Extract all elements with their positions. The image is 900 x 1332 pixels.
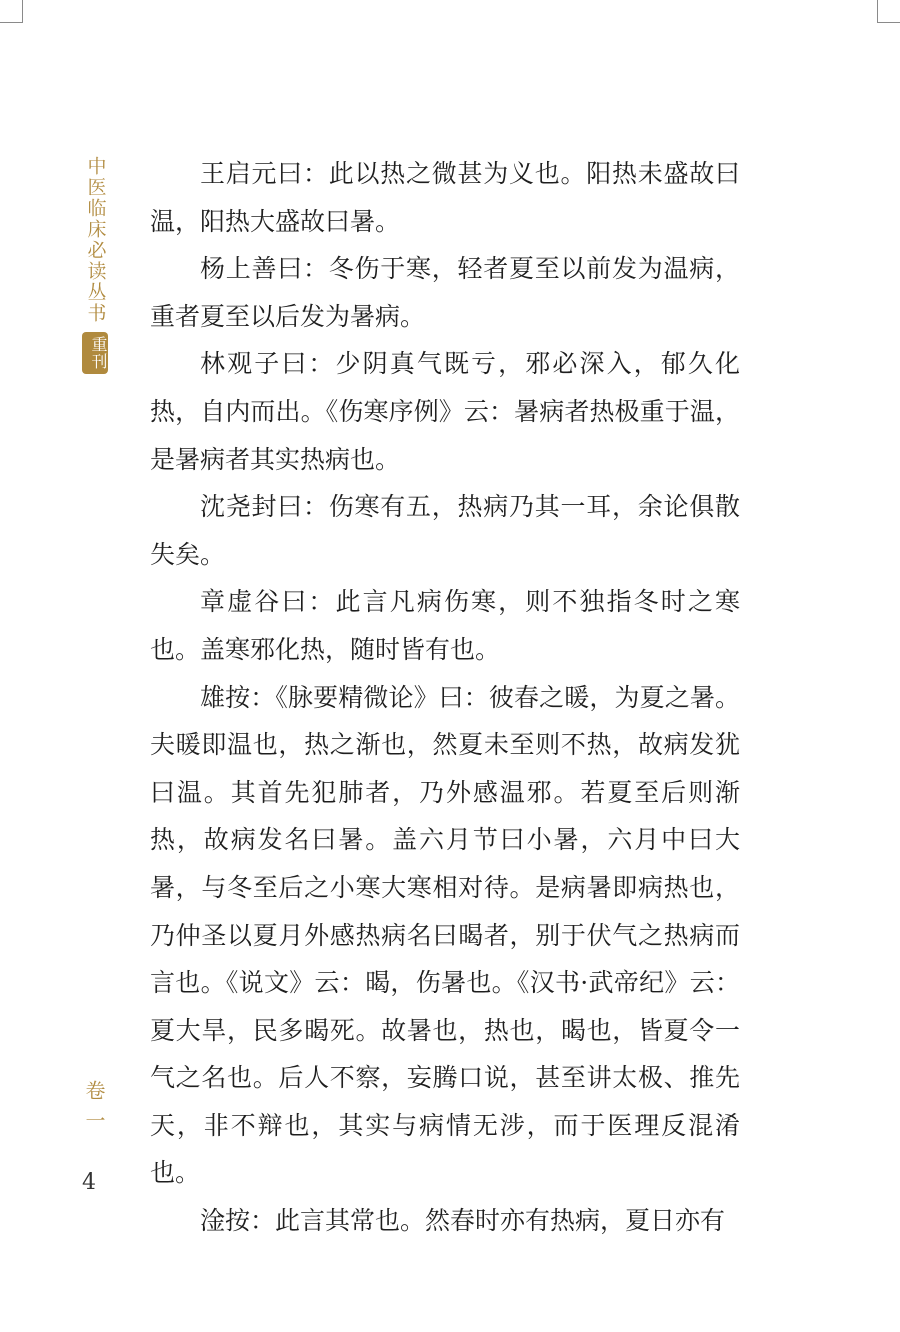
paragraph: 章虚谷曰：此言凡病伤寒，则不独指冬时之寒也。盖寒邪化热，随时皆有也。 bbox=[150, 587, 740, 664]
paragraph: 雄按：《脉要精微论》曰：彼春之暖，为夏之暑。夫暖即温也，热之渐也，然夏未至则不热，故病发犹曰温。其首先犯肺者，乃外感温邪。若夏至后则渐热，故病发名曰暑。盖六月节曰小暑，六月中曰大暑，与冬至后之小寒大寒相对待。是病暑即病热也，乃仲圣以夏月外感热病名曰暍者，别于伏气之热病而言也。《说文》云：暍，伤暑也。《汉书·武帝纪》云：夏大旱，民多暍死。故暑也，热也，暍也，皆夏令一气之名也。后人不察，妄腾口说，甚至讲太极、推先天，非不辩也，其实与病情无涉，而于医理反混淆也。 bbox=[150, 682, 740, 1188]
crop-mark-top-right bbox=[877, 0, 900, 23]
paragraph: 王启元曰：此以热之微甚为义也。阳热未盛故曰温，阳热大盛故曰暑。 bbox=[150, 159, 740, 236]
paragraph: 林观子曰：少阴真气既亏，邪必深入，郁久化热，自内而出。《伤寒序例》云：暑病者热极重于温，是暑病者其实热病也。 bbox=[150, 349, 740, 474]
chapter-label: 卷一 bbox=[82, 1080, 106, 1140]
paragraph: 杨上善曰：冬伤于寒，轻者夏至以前发为温病，重者夏至以后发为暑病。 bbox=[150, 254, 740, 331]
paragraph: 沈尧封曰：伤寒有五，热病乃其一耳，余论俱散失矣。 bbox=[150, 492, 740, 569]
body-text bbox=[150, 150, 740, 1245]
reprint-seal: 重刊 bbox=[82, 332, 108, 374]
page-number: 4 bbox=[82, 1170, 96, 1195]
crop-mark-top-left bbox=[0, 0, 23, 23]
series-title: 中医临床必读丛书 bbox=[84, 156, 107, 324]
series-title-block bbox=[80, 156, 110, 374]
paragraph: 淦按：此言其常也。然春时亦有热病，夏日亦有 bbox=[200, 1206, 726, 1236]
